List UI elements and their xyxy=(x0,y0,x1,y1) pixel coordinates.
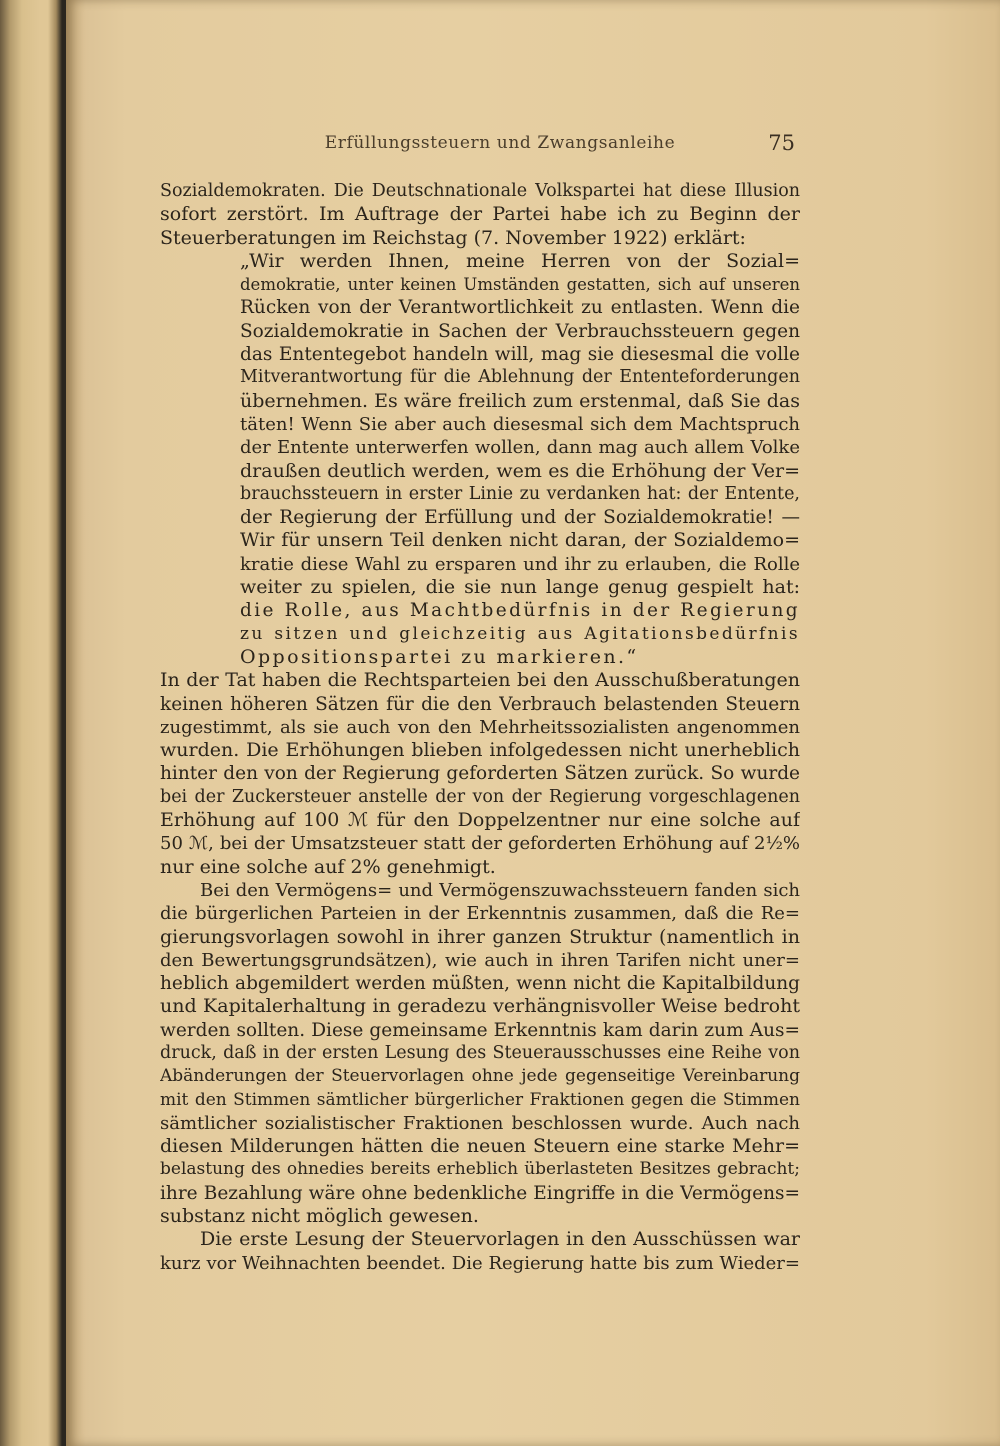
quote-line: übernehmen. Es wäre freilich zum erstenmal, daß Sie das xyxy=(240,389,800,412)
text-line: hinter den von der Regierung geforderten Sätzen zurück. So wurde xyxy=(160,763,800,785)
quote-line: demokratie, unter keinen Umständen gestatten, sich auf unseren xyxy=(240,275,800,295)
text-line: druck, daß in der ersten Lesung des Steuerausschusses eine Reihe von xyxy=(160,1042,800,1063)
text-line: Die erste Lesung der Steuervorlagen in den Ausschüssen war xyxy=(200,1228,800,1251)
text-line: wurden. Die Erhöhungen blieben infolgedessen nicht unerheblich xyxy=(160,739,800,762)
quote-line: täten! Wenn Sie aber auch diesesmal sich dem Machtspruch xyxy=(240,413,800,435)
paragraph-1 xyxy=(160,180,800,250)
quote-line: der Entente unterwerfen wollen, dann mag auch allem Volke xyxy=(240,437,800,459)
quote-line: Sozialdemokratie in Sachen der Verbrauchssteuern gegen xyxy=(240,320,800,342)
quote-line: das Ententegebot handeln will, mag sie diesesmal die volle xyxy=(240,344,800,366)
text-line: ihre Bezahlung wäre ohne bedenkliche Eingriffe in die Vermögens= xyxy=(160,1182,800,1204)
text-line: sofort zerstört. Im Auftrage der Partei habe ich zu Beginn der xyxy=(160,203,800,226)
text-line: substanz nicht möglich gewesen. xyxy=(160,1205,479,1228)
text-line: zugestimmt, als sie auch von den Mehrheitssozialisten angenommen xyxy=(160,716,800,738)
quote-line-emphasized: die Rolle, aus Machtbedürfnis in der Regierung xyxy=(240,600,800,622)
text-line: und Kapitalerhaltung in geradezu verhängnisvoller Weise bedroht xyxy=(160,995,800,1018)
text-line: Steuerberatungen im Reichstag (7. November 1922) erklärt: xyxy=(160,226,746,249)
text-line: keinen höheren Sätzen für die den Verbrauch belastenden Steuern xyxy=(160,693,800,715)
quote-line-emphasized: Oppositionspartei zu markieren.“ xyxy=(240,645,639,668)
quote-line: der Regierung der Erfüllung und der Sozialdemokratie! — xyxy=(240,507,800,529)
text-line: den Bewertungsgrundsätzen), wie auch in ihren Tarifen nicht uner= xyxy=(160,949,800,971)
page-number: 75 xyxy=(768,131,795,155)
text-line: nur eine solche auf 2% genehmigt. xyxy=(160,855,496,878)
text-line: heblich abgemildert werden müßten, wenn nicht die Kapitalbildung xyxy=(160,973,800,995)
text-line: werden sollten. Diese gemeinsame Erkenntnis kam darin zum Aus= xyxy=(160,1019,800,1041)
quote-line-emphasized: zu sitzen und gleichzeitig aus Agitationsbedürfnis xyxy=(240,623,800,644)
text-line: sämtlicher sozialistischer Fraktionen beschlossen wurde. Auch nach xyxy=(160,1112,800,1134)
quote-line: Wir für unsern Teil denken nicht daran, der Sozialdemo= xyxy=(240,529,800,552)
body-text xyxy=(160,180,800,1275)
running-title: Erfüllungssteuern und Zwangsanleihe xyxy=(324,133,676,153)
text-line: Abänderungen der Steuervorlagen ohne jede gegenseitige Vereinbarung xyxy=(160,1066,800,1087)
text-line: bei der Zuckersteuer anstelle der von der Regierung vorgeschlagenen xyxy=(160,786,800,807)
quote-line: brauchssteuern in erster Linie zu verdanken hat: der Entente, xyxy=(240,483,800,504)
text-line: Erhöhung auf 100 ℳ für den Doppelzentner nur eine solche auf xyxy=(160,809,800,832)
quote-line: kratie diese Wahl zu ersparen und ihr zu erlauben, die Rolle xyxy=(240,553,800,575)
quote-line: draußen deutlich werden, wem es die Erhöhung der Ver= xyxy=(240,459,800,482)
quote-line: Rücken von der Verantwortlichkeit zu entlasten. Wenn die xyxy=(240,297,800,319)
quote-line: „Wir werden Ihnen, meine Herren von der Sozial= xyxy=(240,249,800,272)
block-quote xyxy=(160,250,800,669)
text-line: diesen Milderungen hätten die neuen Steuern eine starke Mehr= xyxy=(160,1135,800,1158)
text-line: die bürgerlichen Parteien in der Erkenntnis zusammen, daß die Re= xyxy=(160,903,800,925)
text-line: kurz vor Weihnachten beendet. Die Regierung hatte bis zum Wieder= xyxy=(160,1252,800,1274)
text-line: 50 ℳ, bei der Umsatzsteuer statt der geforderten Erhöhung auf 2½% xyxy=(160,833,800,855)
text-line: mit den Stimmen sämtlicher bürgerlicher Fraktionen gegen die Stimmen xyxy=(160,1089,800,1110)
text-line: Bei den Vermögens= und Vermögenszuwachssteuern fanden sich xyxy=(200,879,800,901)
quote-line: weiter zu spielen, die sie nun lange genug gespielt hat: xyxy=(240,576,800,599)
text-line: belastung des ohnedies bereits erheblich überlasteten Besitzes gebracht; xyxy=(160,1159,800,1180)
paragraph-2 xyxy=(160,669,800,879)
quote-line: Mitverantwortung für die Ablehnung der Ententeforderungen xyxy=(240,367,800,388)
text-line: Sozialdemokraten. Die Deutschnationale Volkspartei hat diese Illusion xyxy=(160,181,800,201)
text-line: gierungsvorlagen sowohl in ihrer ganzen Struktur (namentlich in xyxy=(160,925,800,948)
paragraph-4 xyxy=(160,1228,800,1275)
text-line: In der Tat haben die Rechtsparteien bei den Ausschußberatungen xyxy=(160,669,800,692)
paragraph-3 xyxy=(160,879,800,1228)
